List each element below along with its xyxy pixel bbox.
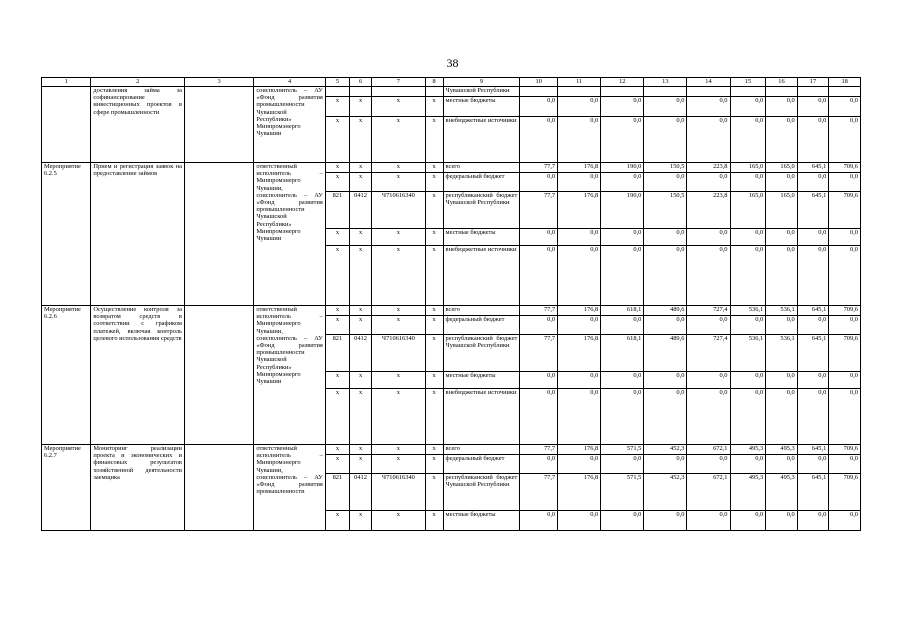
code-cell: x (350, 173, 372, 192)
event-description-cell: Осуществление контроля за возвратом средств в соответствии с графиком платежей, включая контроль целевого использования средств (91, 306, 185, 445)
responsible-cell: соисполнитель – АУ «Фонд развития промышленности Чувашской Республики» Минпромэнерго Чувашии (254, 87, 325, 163)
funding-source-cell: местные бюджеты (443, 229, 520, 246)
funding-source-cell: республиканский бюджет Чувашской Республики (443, 192, 520, 229)
code-cell: x (325, 163, 349, 173)
value-cell: 0,0 (644, 316, 687, 335)
funding-source-cell: внебюджетные источники (443, 246, 520, 306)
indicator-cell (184, 163, 253, 306)
column-number-cell: 14 (687, 78, 730, 87)
value-cell: 0,0 (797, 316, 829, 335)
table-body (42, 78, 861, 531)
value-cell: 536,1 (730, 335, 766, 372)
code-cell: x (372, 455, 426, 474)
code-cell: x (372, 445, 426, 455)
value-cell: 571,5 (601, 474, 644, 511)
code-cell: x (350, 163, 372, 173)
value-cell: 0,0 (601, 389, 644, 445)
value-cell: 709,6 (829, 335, 861, 372)
value-cell: 0,0 (601, 455, 644, 474)
code-cell (350, 87, 372, 97)
code-cell: x (325, 316, 349, 335)
value-cell: 0,0 (829, 229, 861, 246)
value-cell: 536,1 (730, 306, 766, 316)
value-cell: 0,0 (797, 455, 829, 474)
value-cell: 0,0 (644, 229, 687, 246)
column-number-cell: 6 (350, 78, 372, 87)
value-cell: 0,0 (520, 389, 558, 445)
code-cell: x (325, 117, 349, 163)
code-cell: x (325, 306, 349, 316)
value-cell: 452,3 (644, 445, 687, 455)
column-number-cell: 2 (91, 78, 185, 87)
funding-source-cell: внебюджетные источники (443, 389, 520, 445)
code-cell: x (425, 335, 443, 372)
table-row (42, 306, 861, 316)
code-cell: x (372, 511, 426, 531)
value-cell: 0,0 (601, 97, 644, 117)
column-number-cell: 3 (184, 78, 253, 87)
code-cell: x (325, 455, 349, 474)
funding-source-cell: федеральный бюджет (443, 173, 520, 192)
funding-source-cell: всего (443, 163, 520, 173)
value-cell: 0,0 (829, 173, 861, 192)
value-cell: 495,3 (766, 445, 798, 455)
event-label-cell (42, 87, 91, 163)
code-cell: x (372, 163, 426, 173)
code-cell: x (425, 192, 443, 229)
value-cell: 0,0 (766, 246, 798, 306)
value-cell: 0,0 (766, 455, 798, 474)
funding-source-cell: внебюджетные источники (443, 117, 520, 163)
value-cell: 0,0 (766, 173, 798, 192)
value-cell: 0,0 (829, 372, 861, 389)
value-cell: 0,0 (687, 246, 730, 306)
code-cell: Ч710616340 (372, 335, 426, 372)
value-cell: 0,0 (644, 173, 687, 192)
value-cell: 0,0 (829, 455, 861, 474)
value-cell: 176,8 (558, 474, 601, 511)
value-cell: 0,0 (730, 97, 766, 117)
value-cell: 0,0 (520, 97, 558, 117)
value-cell: 0,0 (797, 117, 829, 163)
funding-source-cell: всего (443, 445, 520, 455)
code-cell: x (425, 97, 443, 117)
code-cell (325, 87, 349, 97)
code-cell: x (425, 455, 443, 474)
code-cell: Ч710616340 (372, 192, 426, 229)
funding-source-cell: республиканский бюджет Чувашской Республики (443, 474, 520, 511)
value-cell: 0,0 (687, 511, 730, 531)
value-cell: 77,7 (520, 163, 558, 173)
value-cell: 0,0 (730, 173, 766, 192)
code-cell: x (425, 372, 443, 389)
value-cell: 645,1 (797, 474, 829, 511)
value-cell: 495,3 (730, 474, 766, 511)
event-label-cell: Мероприятие 6.2.6 (42, 306, 91, 445)
value-cell: 536,1 (766, 306, 798, 316)
value-cell: 489,6 (644, 306, 687, 316)
code-cell: x (425, 474, 443, 511)
value-cell: 645,1 (797, 163, 829, 173)
code-cell: x (372, 389, 426, 445)
indicator-cell (184, 87, 253, 163)
event-description-cell: доставления займа за софинансирование инвестиционных проектов в сфере промышленности (91, 87, 185, 163)
value-cell: 0,0 (797, 173, 829, 192)
column-number-row (42, 78, 861, 87)
value-cell: 0,0 (520, 455, 558, 474)
value-cell: 0,0 (766, 316, 798, 335)
value-cell: 0,0 (797, 229, 829, 246)
value-cell (829, 87, 861, 97)
value-cell: 77,7 (520, 445, 558, 455)
value-cell: 672,1 (687, 445, 730, 455)
column-number-cell: 10 (520, 78, 558, 87)
funding-source-cell: федеральный бюджет (443, 316, 520, 335)
value-cell: 0,0 (520, 117, 558, 163)
value-cell: 645,1 (797, 445, 829, 455)
value-cell: 165,0 (730, 163, 766, 173)
code-cell: 0412 (350, 192, 372, 229)
responsible-cell: ответственный исполнитель – Минпромэнерго Чувашии, соисполнитель – АУ «Фонд развития промышленности Чувашской Республики» Минпромэнерго Чувашии (254, 163, 325, 306)
responsible-cell: ответственный исполнитель – Минпромэнерго Чувашии, соисполнитель – АУ «Фонд развития промышленности (254, 445, 325, 531)
value-cell (601, 87, 644, 97)
code-cell: x (372, 97, 426, 117)
value-cell: 0,0 (601, 372, 644, 389)
value-cell: 165,0 (730, 192, 766, 229)
value-cell (520, 87, 558, 97)
value-cell: 0,0 (766, 511, 798, 531)
code-cell: x (372, 372, 426, 389)
value-cell: 0,0 (601, 246, 644, 306)
value-cell: 77,7 (520, 474, 558, 511)
code-cell: x (325, 511, 349, 531)
value-cell: 0,0 (520, 372, 558, 389)
value-cell (730, 87, 766, 97)
column-number-cell: 4 (254, 78, 325, 87)
table-row (42, 445, 861, 455)
value-cell: 0,0 (797, 372, 829, 389)
code-cell (372, 87, 426, 97)
value-cell: 0,0 (766, 389, 798, 445)
value-cell: 150,5 (644, 163, 687, 173)
value-cell: 0,0 (520, 246, 558, 306)
column-number-cell: 11 (558, 78, 601, 87)
value-cell: 77,7 (520, 192, 558, 229)
value-cell: 618,1 (601, 306, 644, 316)
code-cell: x (350, 306, 372, 316)
value-cell: 0,0 (687, 372, 730, 389)
code-cell: x (372, 229, 426, 246)
value-cell: 176,8 (558, 192, 601, 229)
page-number: 38 (446, 56, 459, 70)
value-cell: 0,0 (730, 372, 766, 389)
indicator-cell (184, 306, 253, 445)
value-cell: 709,6 (829, 445, 861, 455)
code-cell: x (325, 173, 349, 192)
code-cell (425, 87, 443, 97)
value-cell: 165,0 (766, 163, 798, 173)
code-cell: x (372, 316, 426, 335)
value-cell (558, 87, 601, 97)
column-number-cell: 12 (601, 78, 644, 87)
value-cell: 0,0 (687, 97, 730, 117)
value-cell: 727,4 (687, 306, 730, 316)
code-cell: x (325, 229, 349, 246)
value-cell: 176,8 (558, 335, 601, 372)
value-cell: 0,0 (558, 246, 601, 306)
value-cell: 0,0 (730, 316, 766, 335)
value-cell: 150,5 (644, 192, 687, 229)
funding-source-cell: республиканский бюджет Чувашской Республики (443, 335, 520, 372)
table-row (42, 163, 861, 173)
code-cell: x (325, 246, 349, 306)
value-cell: 0,0 (730, 117, 766, 163)
value-cell: 0,0 (644, 455, 687, 474)
value-cell: 0,0 (687, 316, 730, 335)
funding-source-cell: всего (443, 306, 520, 316)
value-cell: 0,0 (829, 316, 861, 335)
funding-source-cell: местные бюджеты (443, 97, 520, 117)
funding-source-cell: федеральный бюджет (443, 455, 520, 474)
value-cell: 0,0 (558, 455, 601, 474)
value-cell: 0,0 (766, 117, 798, 163)
value-cell: 0,0 (687, 117, 730, 163)
funding-source-cell: местные бюджеты (443, 511, 520, 531)
value-cell: 0,0 (520, 511, 558, 531)
code-cell: x (350, 246, 372, 306)
value-cell: 571,5 (601, 445, 644, 455)
code-cell: x (350, 511, 372, 531)
value-cell: 0,0 (797, 389, 829, 445)
value-cell: 0,0 (687, 455, 730, 474)
value-cell: 0,0 (797, 246, 829, 306)
value-cell: 0,0 (558, 97, 601, 117)
value-cell: 709,6 (829, 306, 861, 316)
column-number-cell: 5 (325, 78, 349, 87)
budget-table (41, 77, 861, 531)
value-cell: 495,3 (730, 445, 766, 455)
value-cell: 0,0 (644, 97, 687, 117)
value-cell: 0,0 (829, 97, 861, 117)
value-cell (797, 87, 829, 97)
code-cell: 821 (325, 192, 349, 229)
code-cell: x (425, 316, 443, 335)
event-description-cell: Прием и регистрация заявок на предоставление займов (91, 163, 185, 306)
value-cell: 0,0 (644, 246, 687, 306)
column-number-cell: 13 (644, 78, 687, 87)
code-cell: x (350, 389, 372, 445)
value-cell: 0,0 (558, 229, 601, 246)
column-number-cell: 15 (730, 78, 766, 87)
column-number-cell: 9 (443, 78, 520, 87)
value-cell: 77,7 (520, 306, 558, 316)
value-cell: 165,0 (766, 192, 798, 229)
code-cell: 0412 (350, 474, 372, 511)
code-cell: x (325, 97, 349, 117)
value-cell: 645,1 (797, 335, 829, 372)
value-cell: 0,0 (558, 117, 601, 163)
funding-source-cell: местные бюджеты (443, 372, 520, 389)
value-cell: 0,0 (558, 511, 601, 531)
value-cell: 0,0 (520, 229, 558, 246)
column-number-cell: 1 (42, 78, 91, 87)
code-cell: x (425, 229, 443, 246)
code-cell: x (425, 117, 443, 163)
code-cell: x (425, 173, 443, 192)
value-cell: 0,0 (797, 97, 829, 117)
value-cell: 0,0 (687, 229, 730, 246)
code-cell: Ч710616340 (372, 474, 426, 511)
value-cell: 0,0 (797, 511, 829, 531)
funding-source-cell: Чувашской Республики (443, 87, 520, 97)
code-cell: x (325, 372, 349, 389)
value-cell: 77,7 (520, 335, 558, 372)
value-cell: 0,0 (644, 389, 687, 445)
code-cell: x (425, 511, 443, 531)
value-cell: 0,0 (601, 511, 644, 531)
value-cell: 0,0 (644, 511, 687, 531)
responsible-cell: ответственный исполнитель – Минпромэнерго Чувашии, соисполнитель – АУ «Фонд развития промышленности Чувашской Республики» Минпромэнерго Чувашии (254, 306, 325, 445)
value-cell (766, 87, 798, 97)
value-cell: 176,8 (558, 306, 601, 316)
column-number-cell: 17 (797, 78, 829, 87)
value-cell: 489,6 (644, 335, 687, 372)
value-cell: 0,0 (558, 389, 601, 445)
code-cell: x (425, 306, 443, 316)
value-cell: 0,0 (730, 455, 766, 474)
value-cell: 0,0 (829, 246, 861, 306)
code-cell: x (372, 246, 426, 306)
code-cell: x (350, 445, 372, 455)
value-cell: 0,0 (601, 229, 644, 246)
code-cell: x (372, 306, 426, 316)
table-row (42, 87, 861, 97)
value-cell: 618,1 (601, 335, 644, 372)
value-cell: 0,0 (766, 372, 798, 389)
value-cell: 0,0 (730, 229, 766, 246)
column-number-cell: 7 (372, 78, 426, 87)
code-cell: x (350, 229, 372, 246)
value-cell: 0,0 (644, 372, 687, 389)
value-cell: 645,1 (797, 306, 829, 316)
value-cell: 0,0 (601, 173, 644, 192)
value-cell: 672,1 (687, 474, 730, 511)
value-cell: 0,0 (829, 389, 861, 445)
code-cell: x (325, 389, 349, 445)
value-cell: 727,4 (687, 335, 730, 372)
code-cell: x (350, 455, 372, 474)
event-label-cell: Мероприятие 6.2.7 (42, 445, 91, 531)
code-cell: x (425, 445, 443, 455)
indicator-cell (184, 445, 253, 531)
code-cell: 821 (325, 335, 349, 372)
value-cell: 0,0 (558, 372, 601, 389)
value-cell: 0,0 (766, 229, 798, 246)
value-cell: 0,0 (730, 511, 766, 531)
code-cell: 0412 (350, 335, 372, 372)
value-cell: 536,1 (766, 335, 798, 372)
code-cell: x (350, 316, 372, 335)
value-cell: 0,0 (730, 389, 766, 445)
value-cell: 223,8 (687, 163, 730, 173)
code-cell: x (350, 97, 372, 117)
value-cell: 0,0 (687, 389, 730, 445)
value-cell: 190,0 (601, 192, 644, 229)
value-cell: 0,0 (558, 173, 601, 192)
event-label-cell: Мероприятие 6.2.5 (42, 163, 91, 306)
value-cell: 0,0 (829, 511, 861, 531)
column-number-cell: 16 (766, 78, 798, 87)
value-cell: 0,0 (520, 173, 558, 192)
code-cell: x (425, 163, 443, 173)
value-cell: 223,8 (687, 192, 730, 229)
code-cell: x (372, 173, 426, 192)
value-cell: 0,0 (601, 316, 644, 335)
value-cell: 176,8 (558, 445, 601, 455)
value-cell: 0,0 (644, 117, 687, 163)
code-cell: x (425, 246, 443, 306)
value-cell: 0,0 (829, 117, 861, 163)
code-cell: x (350, 117, 372, 163)
event-description-cell: Мониторинг реализации проекта и экономических и финансовых результатов хозяйственной деятельности заемщика (91, 445, 185, 531)
value-cell: 190,0 (601, 163, 644, 173)
value-cell: 709,6 (829, 474, 861, 511)
value-cell: 645,1 (797, 192, 829, 229)
value-cell: 176,8 (558, 163, 601, 173)
value-cell: 0,0 (520, 316, 558, 335)
code-cell: x (425, 389, 443, 445)
code-cell: 821 (325, 474, 349, 511)
value-cell: 709,6 (829, 163, 861, 173)
code-cell: x (325, 445, 349, 455)
code-cell: x (372, 117, 426, 163)
value-cell: 0,0 (766, 97, 798, 117)
value-cell: 0,0 (730, 246, 766, 306)
code-cell: x (350, 372, 372, 389)
value-cell: 709,6 (829, 192, 861, 229)
value-cell: 0,0 (601, 117, 644, 163)
value-cell (687, 87, 730, 97)
value-cell (644, 87, 687, 97)
column-number-cell: 8 (425, 78, 443, 87)
value-cell: 495,3 (766, 474, 798, 511)
value-cell: 452,3 (644, 474, 687, 511)
value-cell: 0,0 (687, 173, 730, 192)
column-number-cell: 18 (829, 78, 861, 87)
value-cell: 0,0 (558, 316, 601, 335)
